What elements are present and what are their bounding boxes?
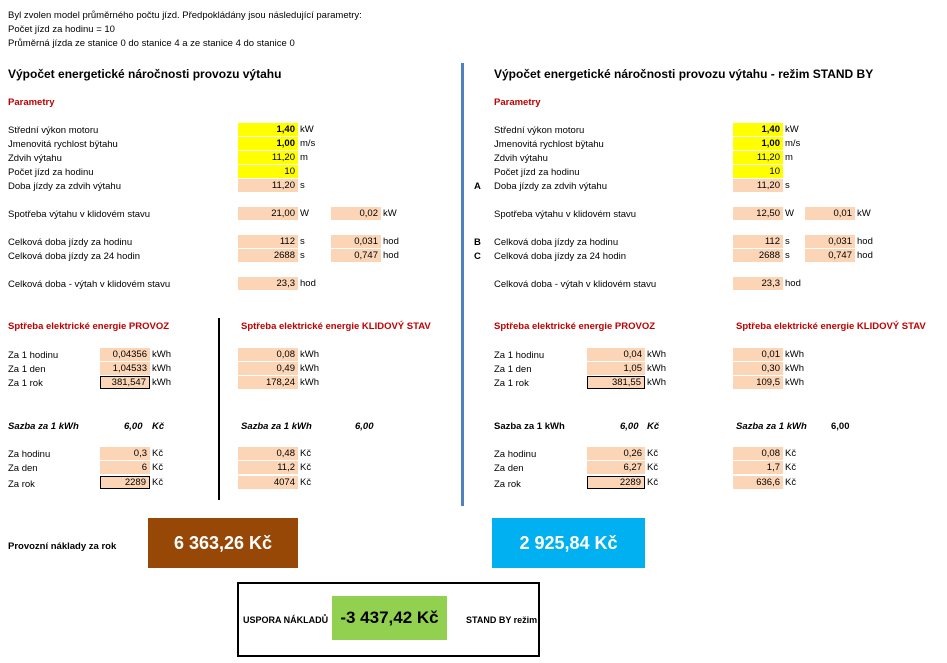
intro-line-2: Počet jízd za hodinu = 10 xyxy=(8,24,115,35)
idle-w-cell[interactable]: 12,50 xyxy=(733,207,783,220)
prov-cost-cell[interactable]: 6,27 xyxy=(587,461,645,474)
cost-unit: Kč xyxy=(785,448,797,459)
klid-energy-cell[interactable]: 178,24 xyxy=(238,376,298,389)
left-params-heading: Parametry xyxy=(8,97,55,108)
energy-unit: kWh xyxy=(785,349,804,360)
travel-h-cell[interactable]: 0,747 xyxy=(805,249,855,262)
idle-kw-unit: kW xyxy=(383,208,397,219)
rate-label: Sazba za 1 kWh xyxy=(494,421,565,432)
idle-kw-cell[interactable]: 0,02 xyxy=(331,207,381,220)
energy-unit: kWh xyxy=(152,377,171,388)
cost-unit: Kč xyxy=(300,462,312,473)
energy-unit: kWh xyxy=(785,363,804,374)
idle-time-label: Celková doba - výtah v klidovém stavu xyxy=(494,279,657,290)
param-unit: m/s xyxy=(785,138,801,149)
param-label: Počet jízd za hodinu xyxy=(494,167,580,178)
idle-time-label: Celková doba - výtah v klidovém stavu xyxy=(8,279,171,290)
prov-energy-cell-selected[interactable]: 381,55 xyxy=(587,376,645,389)
param-label: Střední výkon motoru xyxy=(8,125,99,136)
klid-cost-cell[interactable]: 0,08 xyxy=(733,447,783,460)
travel-label: Celková doba jízdy za hodinu xyxy=(494,237,619,248)
left-title: Výpočet energetické náročnosti provozu výtahu xyxy=(8,67,282,81)
prov-cost-cell-selected[interactable]: 2289 xyxy=(100,476,150,489)
param-label: Jmenovitá rychlost bÿtahu xyxy=(8,139,118,150)
travel-h-unit: hod xyxy=(857,236,873,247)
prov-cost-cell[interactable]: 0,26 xyxy=(587,447,645,460)
param-unit: m xyxy=(785,152,793,163)
prov-cost-cell[interactable]: 6 xyxy=(100,461,150,474)
param-unit: s xyxy=(300,180,305,191)
cost-unit: Kč xyxy=(647,448,659,459)
param-label: Zdvih výtahu xyxy=(8,153,62,164)
cost-label: Za hodinu xyxy=(8,449,51,460)
prov-heading: Sptřeba elektrické energie PROVOZ xyxy=(8,321,170,332)
marker-c: C xyxy=(474,251,481,262)
param-value-cell[interactable]: 10 xyxy=(733,165,783,178)
prov-energy-cell[interactable]: 1,05 xyxy=(587,362,645,375)
param-value-cell[interactable]: 11,20 xyxy=(733,179,783,192)
marker-b: B xyxy=(474,237,481,248)
prov-cost-cell-selected[interactable]: 2289 xyxy=(587,476,645,489)
param-value-cell[interactable]: 1,00 xyxy=(238,137,298,150)
divider-black xyxy=(218,318,220,500)
right-params-heading: Parametry xyxy=(494,97,541,108)
travel-s-cell[interactable]: 112 xyxy=(238,235,298,248)
idle-kw-cell[interactable]: 0,01 xyxy=(805,207,855,220)
idle-time-unit: hod xyxy=(785,278,801,289)
prov-energy-cell[interactable]: 0,04 xyxy=(587,348,645,361)
param-label: Doba jízdy za zdvih výtahu xyxy=(8,181,122,192)
param-value-cell[interactable]: 1,00 xyxy=(733,137,783,150)
cost-unit: Kč xyxy=(152,448,164,459)
prov-energy-cell[interactable]: 0,04356 xyxy=(100,348,150,361)
param-value-cell[interactable]: 11,20 xyxy=(238,151,298,164)
cost-label: Za den xyxy=(494,463,524,474)
param-value-cell[interactable]: 1,40 xyxy=(733,123,783,136)
energy-label: Za 1 rok xyxy=(8,378,43,389)
klid-cost-cell[interactable]: 1,7 xyxy=(733,461,783,474)
cost-label: Za rok xyxy=(8,479,35,490)
travel-h-unit: hod xyxy=(383,236,399,247)
klid-cost-cell[interactable]: 4074 xyxy=(238,476,298,489)
energy-unit: kWh xyxy=(647,377,666,388)
savings-mode: STAND BY režim xyxy=(466,615,538,625)
travel-s-cell[interactable]: 112 xyxy=(733,235,783,248)
param-label: Jmenovitá rychlost bÿtahu xyxy=(494,139,604,150)
rate-label-2: Sazba za 1 kWh xyxy=(241,421,312,432)
rate-value-2: 6,00 xyxy=(355,421,374,432)
intro-line-1: Byl zvolen model průměrného počtu jízd. Předpokládány jsou následující parametry: xyxy=(8,10,362,21)
klid-cost-cell[interactable]: 11,2 xyxy=(238,461,298,474)
travel-s-cell[interactable]: 2688 xyxy=(733,249,783,262)
cost-unit: Kč xyxy=(300,448,312,459)
travel-s-unit: s xyxy=(300,250,305,261)
prov-cost-cell[interactable]: 0,3 xyxy=(100,447,150,460)
travel-label: Celková doba jízdy za hodinu xyxy=(8,237,133,248)
cost-unit: Kč xyxy=(647,462,659,473)
idle-time-unit: hod xyxy=(300,278,316,289)
param-unit: s xyxy=(785,180,790,191)
travel-s-cell[interactable]: 2688 xyxy=(238,249,298,262)
klid-energy-cell[interactable]: 0,08 xyxy=(238,348,298,361)
rate-value: 6,00 xyxy=(620,421,639,432)
energy-label: Za 1 hodinu xyxy=(494,350,545,361)
cost-label: Za hodinu xyxy=(494,449,537,460)
right-title: Výpočet energetické náročnosti provozu výtahu - režim STAND BY xyxy=(494,67,874,81)
cost-unit: Kč xyxy=(785,477,797,488)
total-label: Provozní náklady za rok xyxy=(8,541,117,552)
travel-h-cell[interactable]: 0,031 xyxy=(805,235,855,248)
idle-label: Spotřeba výtahu v klidovém stavu xyxy=(8,209,151,220)
energy-unit: kWh xyxy=(647,349,666,360)
intro-line-3: Průměrná jízda ze stanice 0 do stanice 4 a ze stanice 4 do stanice 0 xyxy=(8,38,295,49)
klid-energy-cell[interactable]: 0,01 xyxy=(733,348,783,361)
savings-frame xyxy=(237,582,540,657)
travel-h-cell[interactable]: 0,747 xyxy=(331,249,381,262)
travel-s-unit: s xyxy=(785,236,790,247)
energy-unit: kWh xyxy=(647,363,666,374)
idle-time-cell[interactable]: 23,3 xyxy=(238,277,298,290)
param-unit: kW xyxy=(300,124,314,135)
cost-label: Za den xyxy=(8,463,38,474)
savings-value-box[interactable]: -3 437,42 Kč xyxy=(332,596,447,640)
marker-a: A xyxy=(474,181,481,192)
idle-w-cell[interactable]: 21,00 xyxy=(238,207,298,220)
energy-unit: kWh xyxy=(300,363,319,374)
rate-unit: Kč xyxy=(647,421,660,432)
energy-unit: kWh xyxy=(785,377,804,388)
param-value-cell[interactable]: 11,20 xyxy=(238,179,298,192)
energy-label: Za 1 hodinu xyxy=(8,350,59,361)
param-unit: kW xyxy=(785,124,799,135)
param-value-cell[interactable]: 10 xyxy=(238,165,298,178)
energy-label: Za 1 den xyxy=(494,364,532,375)
param-label: Zdvih výtahu xyxy=(494,153,548,164)
param-value-cell[interactable]: 11,20 xyxy=(733,151,783,164)
left-total-box[interactable]: 6 363,26 Kč xyxy=(148,518,298,568)
cost-unit: Kč xyxy=(152,477,164,488)
cost-unit: Kč xyxy=(152,462,164,473)
cost-unit: Kč xyxy=(300,477,312,488)
param-value-cell[interactable]: 1,40 xyxy=(238,123,298,136)
energy-unit: kWh xyxy=(300,377,319,388)
rate-label: Sazba za 1 kWh xyxy=(8,421,79,432)
energy-unit: kWh xyxy=(300,349,319,360)
travel-h-unit: hod xyxy=(857,250,873,261)
prov-energy-cell[interactable]: 1,04533 xyxy=(100,362,150,375)
right-total-box[interactable]: 2 925,84 Kč xyxy=(492,518,645,568)
klid-energy-cell[interactable]: 109,5 xyxy=(733,376,783,389)
rate-value: 6,00 xyxy=(124,421,143,432)
idle-w-unit: W xyxy=(785,208,794,219)
param-label: Počet jízd za hodinu xyxy=(8,167,94,178)
idle-w-unit: W xyxy=(300,208,309,219)
rate-unit: Kč xyxy=(152,421,165,432)
energy-label: Za 1 rok xyxy=(494,378,529,389)
param-unit: m xyxy=(300,152,308,163)
travel-s-unit: s xyxy=(785,250,790,261)
idle-kw-unit: kW xyxy=(857,208,871,219)
param-label: Doba jízdy za zdvih výtahu xyxy=(494,181,608,192)
cost-label: Za rok xyxy=(494,479,521,490)
klid-heading: Sptřeba elektrické energie KLIDOVÝ STAV xyxy=(736,321,926,332)
prov-heading: Sptřeba elektrické energie PROVOZ xyxy=(494,321,656,332)
travel-h-cell[interactable]: 0,031 xyxy=(331,235,381,248)
rate-value-2: 6,00 xyxy=(831,421,850,432)
prov-energy-cell-selected[interactable]: 381,547 xyxy=(100,376,150,389)
travel-label: Celková doba jízdy za 24 hodin xyxy=(8,251,141,262)
klid-cost-cell[interactable]: 0,48 xyxy=(238,447,298,460)
param-unit: m/s xyxy=(300,138,316,149)
cost-unit: Kč xyxy=(785,462,797,473)
klid-energy-cell[interactable]: 0,30 xyxy=(733,362,783,375)
klid-heading: Sptřeba elektrické energie KLIDOVÝ STAV xyxy=(241,321,431,332)
divider-blue xyxy=(461,63,464,506)
energy-unit: kWh xyxy=(152,349,171,360)
energy-unit: kWh xyxy=(152,363,171,374)
klid-cost-cell[interactable]: 636,6 xyxy=(733,476,783,489)
klid-energy-cell[interactable]: 0,49 xyxy=(238,362,298,375)
idle-label: Spotřeba výtahu v klidovém stavu xyxy=(494,209,637,220)
energy-label: Za 1 den xyxy=(8,364,46,375)
cost-unit: Kč xyxy=(647,477,659,488)
travel-h-unit: hod xyxy=(383,250,399,261)
savings-label: USPORA NÁKLADŮ xyxy=(243,615,329,625)
travel-s-unit: s xyxy=(300,236,305,247)
travel-label: Celková doba jízdy za 24 hodin xyxy=(494,251,627,262)
rate-label-2: Sazba za 1 kWh xyxy=(736,421,807,432)
param-label: Střední výkon motoru xyxy=(494,125,585,136)
idle-time-cell[interactable]: 23,3 xyxy=(733,277,783,290)
